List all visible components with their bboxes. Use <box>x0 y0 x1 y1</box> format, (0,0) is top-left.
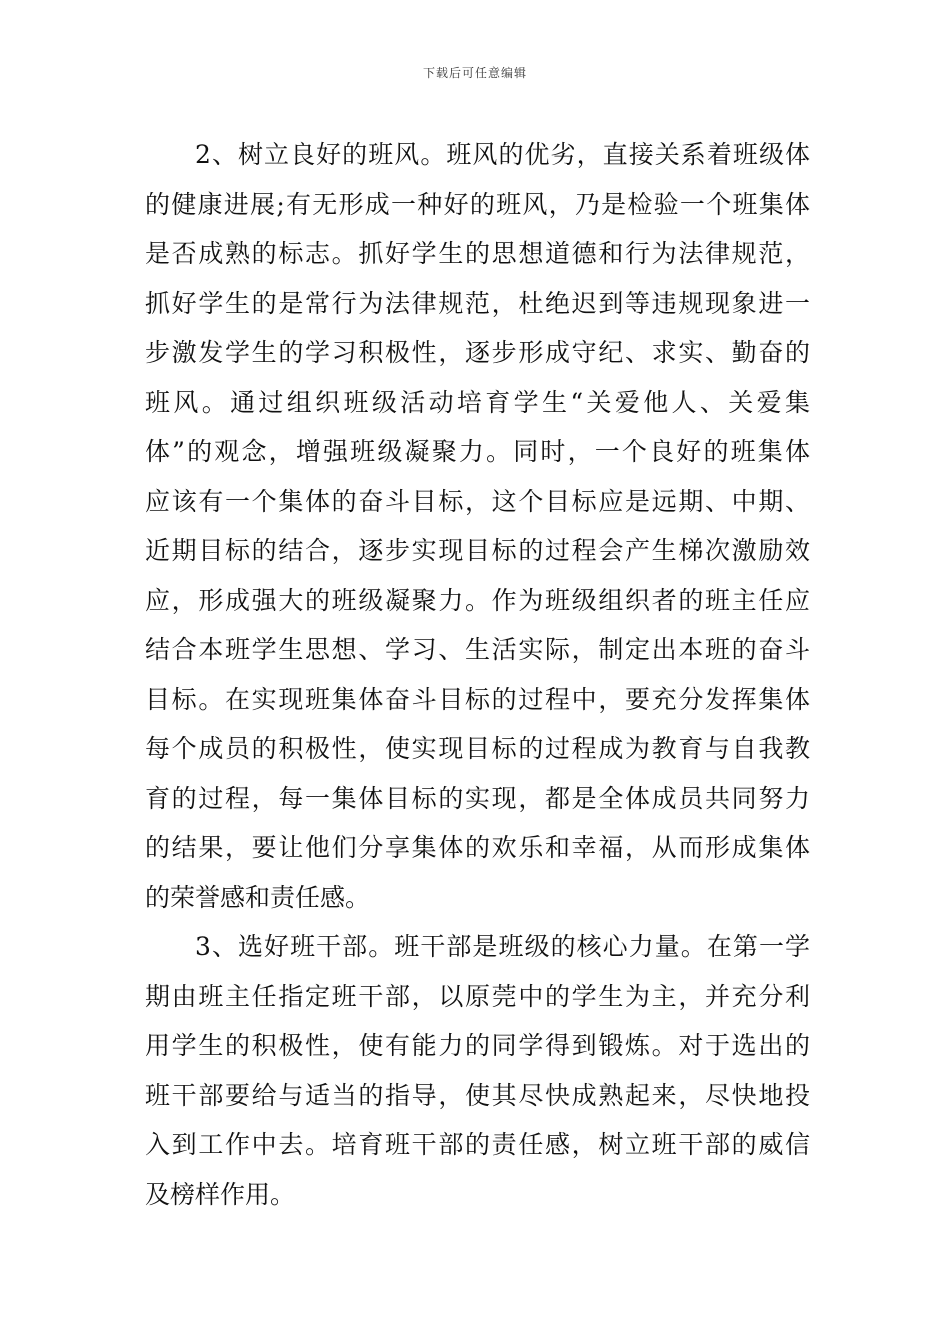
paragraph-class-style <box>145 130 810 922</box>
document-body <box>145 130 810 1219</box>
text-line: 3、选好班干部。班干部是班级的核心力量。在第一学 <box>195 932 810 961</box>
text-line: 体”的观念，增强班级凝聚力。同时，一个良好的班集体 <box>145 437 810 466</box>
text-line: 入到工作中去。培育班干部的责任感，树立班干部的威信 <box>145 1130 810 1159</box>
text-line: 目标。在实现班集体奋斗目标的过程中，要充分发挥集体 <box>145 684 810 714</box>
text-line: 的荣誉感和责任感。 <box>145 882 371 912</box>
text-line: 是否成熟的标志。抓好学生的思想道德和行为法律规范， <box>145 239 810 268</box>
text-line: 班干部要给与适当的指导，使其尽快成熟起来，尽快地投 <box>145 1080 810 1110</box>
text-line: 应，形成强大的班级凝聚力。作为班级组织者的班主任应 <box>145 585 810 615</box>
text-line: 的健康进展;有无形成一种好的班风，乃是检验一个班集体 <box>145 189 810 219</box>
text-line: 期由班主任指定班干部，以原莞中的学生为主，并充分利 <box>145 981 810 1011</box>
text-line: 应该有一个集体的奋斗目标，这个目标应是远期、中期、 <box>145 486 810 516</box>
header-note: 下载后可任意编辑 <box>422 66 527 80</box>
text-line: 步激发学生的学习积极性，逐步形成守纪、求实、勤奋的 <box>145 338 810 367</box>
text-line: 班风。通过组织班级活动培育学生“关爱他人、关爱集 <box>145 387 810 417</box>
text-line: 的结果，要让他们分享集体的欢乐和幸福，从而形成集体 <box>145 833 810 862</box>
text-line: 2、树立良好的班风。班风的优劣，直接关系着班级体 <box>195 140 810 169</box>
text-line: 及榜样作用。 <box>145 1179 296 1209</box>
text-line: 结合本班学生思想、学习、生活实际，制定出本班的奋斗 <box>145 635 810 664</box>
text-line: 抓好学生的是常行为法律规范，杜绝迟到等违规现象进一 <box>145 288 810 318</box>
text-line: 用学生的积极性，使有能力的同学得到锻炼。对于选出的 <box>145 1031 810 1060</box>
paragraph-class-leaders <box>145 922 810 1219</box>
text-line: 每个成员的积极性，使实现目标的过程成为教育与自我教 <box>145 734 810 763</box>
text-line: 育的过程，每一集体目标的实现，都是全体成员共同努力 <box>145 783 810 813</box>
text-line: 近期目标的结合，逐步实现目标的过程会产生梯次激励效 <box>145 536 810 565</box>
